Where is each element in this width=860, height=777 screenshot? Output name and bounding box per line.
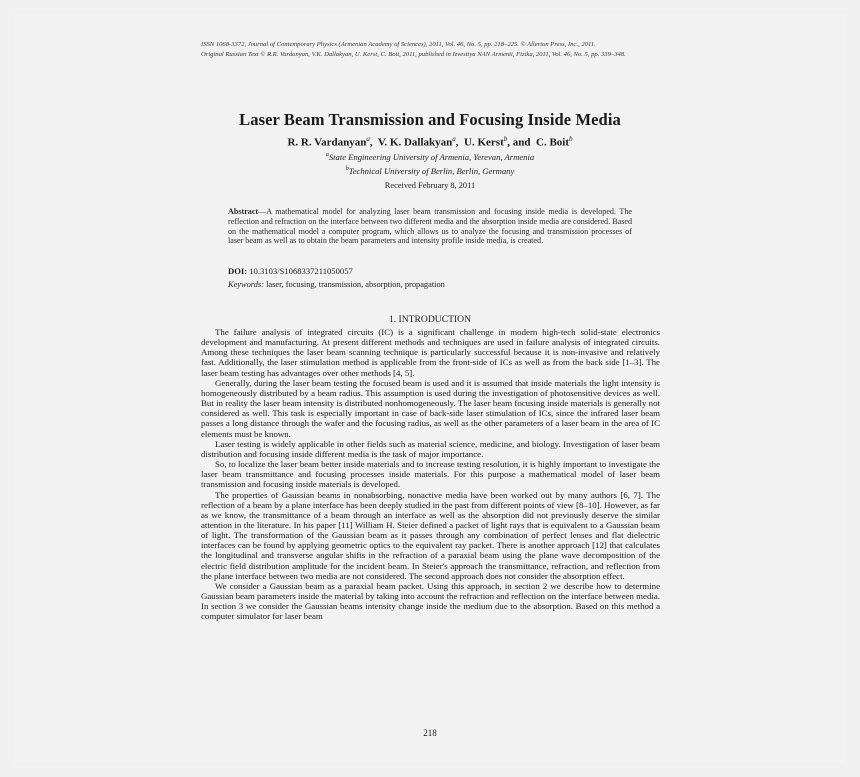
paragraph: Generally, during the laser beam testing the focused beam is used and it is assumed that inside materials the light intensity is homogeneously distributed by a beam radius. This assumption is used during the investigation of photosensitive devices as well. But in reality the laser beam intensity is distributed nonhomogeneously. The laser beam focusing inside materials is generally not considered as well. This task is especially important in case of back-side laser stimulation of ICs, since the infrared laser beam passes a long distance through the wafer and the focusing radius, as well as the other parameters of a laser beam in the area of IC elements must be known. [201,377,660,439]
author-name: R. R. Vardanyan [287,136,367,149]
abstract [228,207,632,246]
page-number: 218 [423,728,437,738]
abstract-label: Abstract [228,207,259,216]
author-sup: b [569,135,573,143]
author-sup: a [366,135,370,143]
keywords: Keywords: laser, focusing, transmission, absorption, propagation [228,280,445,289]
paragraph: The properties of Gaussian beams in nonabsorbing, nonactive media have been worked out by many authors [6, 7]. The reflection of a beam by a plane interface has been deeply studied in the past from different points of view [8–10]. However, as far as we know, the transmittance of a beam through an interface as well as the absorption did not previously deserve the similar attention in the literature. In his paper [11] William H. Steier defined a packet of light rays that is equivalent to a Gaussian beam of light. The transformation of the Gaussian beam as it passes through any combination of perfect lenses and flat dielectric interfaces can be found by applying geometric optics to the equivalent ray packet. There is another approach [12] that calculates the longitudinal and transverse angular shifts in the refraction of a paraxial beam using the plane wave decomposition of the electric field distribution amplitude for the incident beam. In Steier's approach the transmittance, refraction, and reflection from the plane interface between two media are not considered. The second approach does not consider the absorption effect. [201,489,660,581]
author-name: U. Kerst [464,136,504,149]
affiliation: $^a$State Engineering University of Armenia, Yerevan, Armenia [325,152,535,162]
author-name: C. Boit [536,136,569,149]
author-name: V. K. Dallakyan [377,136,453,149]
author-sup: a [452,135,456,143]
header-line-1: ISSN 1068-3372, Journal of Contemporary Physics (Armenian Academy of Sciences), 2011, Vol. 46, No. 5, pp. 218–225. © Allerton Press, Inc., 2011. [201,41,596,48]
paragraph: The failure analysis of integrated circuits (IC) is a significant challenge in modern high-tech solid-state electronics development and manufacturing. At present different methods and techniques are used in failure analysis of integrated circuits. Among these techniques the laser beam scanning technique is particularly successful because it is non-invasive and relatively fast. Additionally, the laser stimulation method is applicable from the front-side of ICs as well as from the back side [1–3]. The laser beam testing has advantages over other methods [4, 5]. [201,327,660,378]
abstract-text: —A mathematical model for analyzing laser beam transmission and focusing inside media is developed. The reflection and refraction on the interface between two different media and the absorption inside media are considered. Based on the mathematical model a computer program, which allows us to analyze the focusing and transmission processes of laser beam as well as to obtain the beam parameters and intensity profile inside media, is created. [228,207,632,246]
body-text [201,327,660,622]
journal-header [201,40,661,59]
received-date: Received February 8, 2011 [384,181,476,190]
doi: DOI: 10.3103/S1068337211050057 [228,266,353,276]
author-list: R. R. Vardanyan$^a$, V. K. Dallakyan$^a$, U. Kerst$^b$, and C. Boit$^b$ [287,135,573,149]
affiliation: $^b$Technical University of Berlin, Berlin, Germany [345,166,515,176]
paragraph: We consider a Gaussian beam as a paraxial beam packet. Using this approach, in section 2 we describe how to determine Gaussian beam parameters inside the material by taking into account the refraction and reflection on the interface between media. In section 3 we consider the Gaussian beams intensity change inside the medium due to the absorption. Based on this method a computer simulator for laser beam [201,580,660,622]
paragraph: Laser testing is widely applicable in other fields such as material science, medicine, and biology. Investigation of laser beam distribution and focusing inside different media is the task of major importance. [201,438,660,459]
author-sup: b [503,135,508,143]
paper-title: Laser Beam Transmission and Focusing Inside Media [239,110,621,129]
section-heading: 1. INTRODUCTION [388,314,472,325]
paragraph: So, to localize the laser beam better inside materials and to increase testing resolution, it is highly important to investigate the laser beam transmittance and focusing processes inside materials. For this purpose a mathematical model of laser beam transmission and focusing inside materials is developed. [201,459,660,490]
header-line-2: Original Russian Text © R.R. Vardanyan, V.K. Dallakyan, U. Kerst, C. Boit, 2011, published in Izvestiya NAN Armenii, Fizika, 2011, Vol. 46, No. 5, pp. 339–348. [201,50,626,58]
